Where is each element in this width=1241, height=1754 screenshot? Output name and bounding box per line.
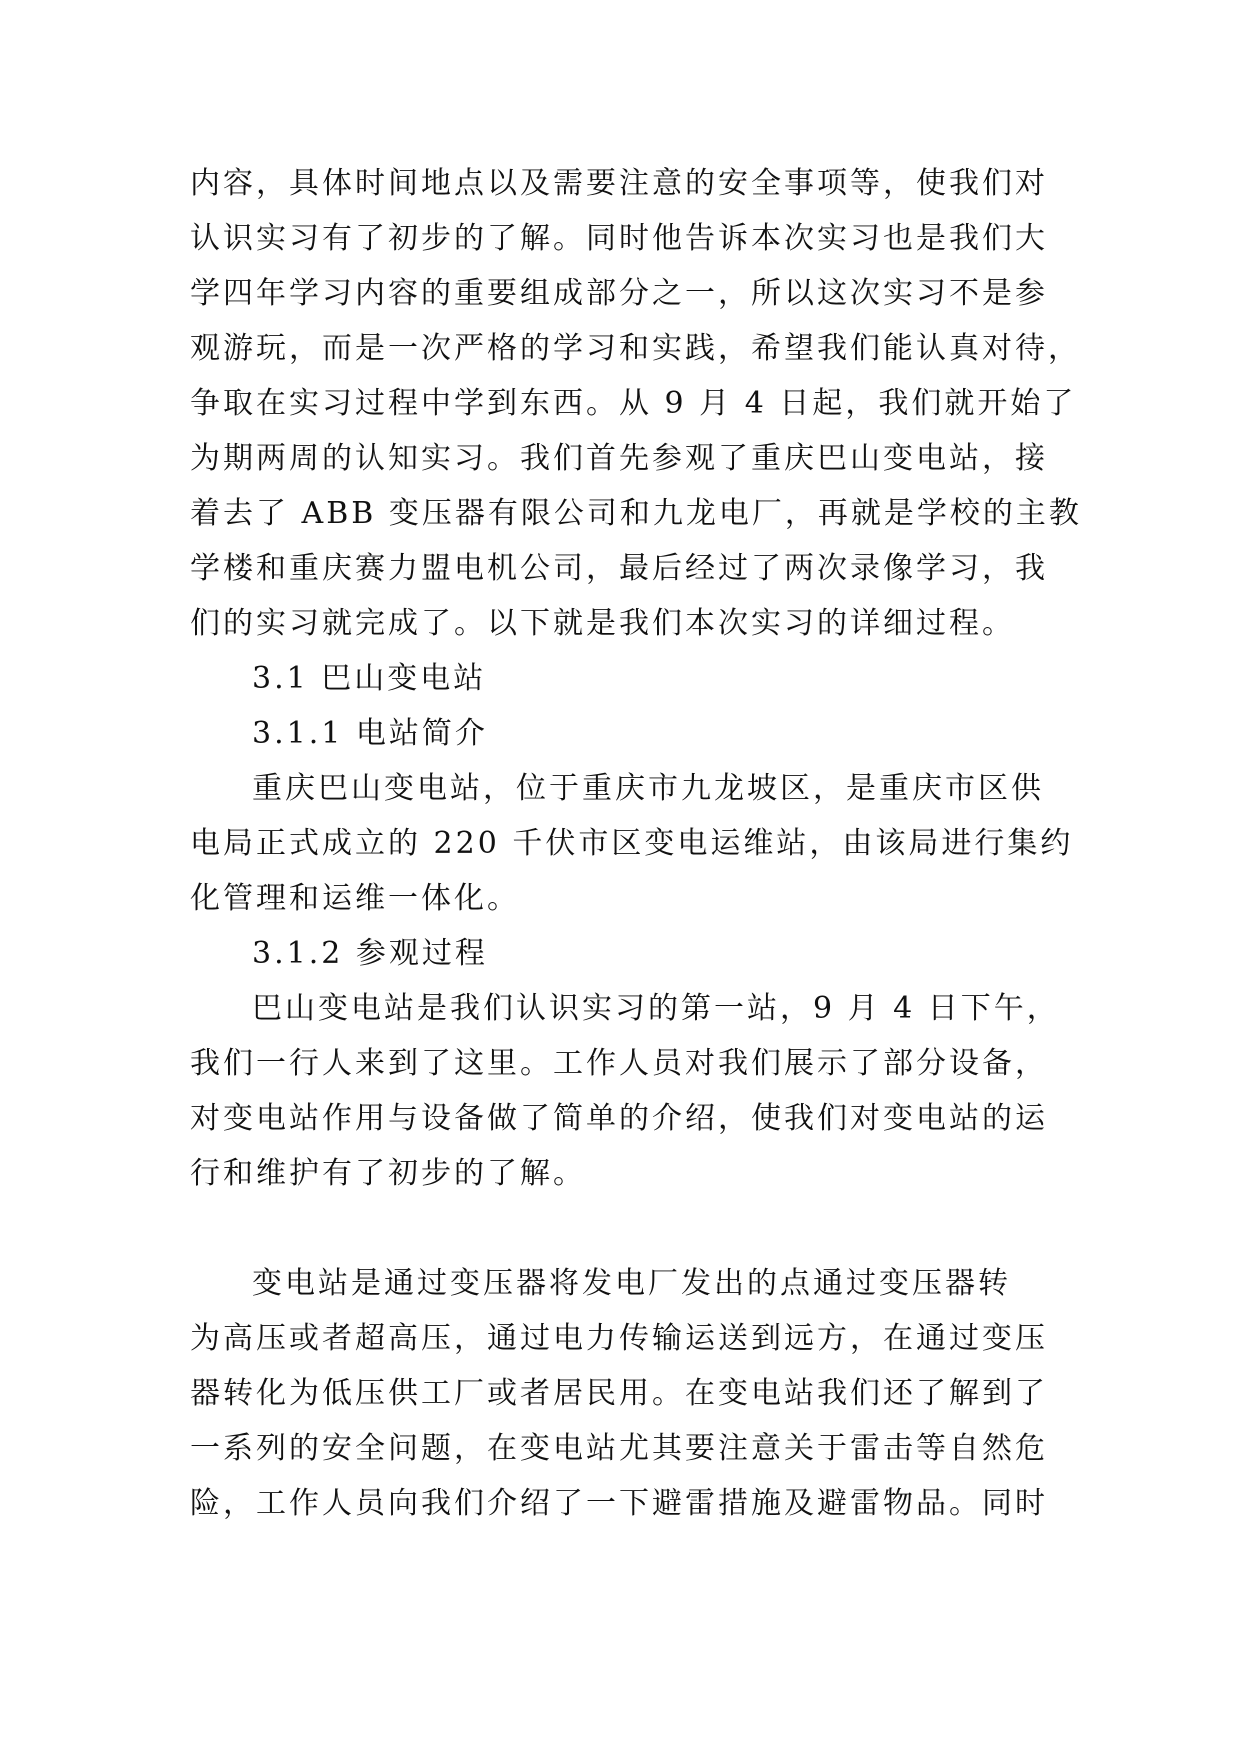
paragraph-line: 巴山变电站是我们认识实习的第一站，9 月 4 日下午，: [252, 991, 1060, 1026]
paragraph-line: 一系列的安全问题，在变电站尤其要注意关于雷击等自然危: [190, 1431, 1048, 1466]
paragraph-line: 重庆巴山变电站，位于重庆市九龙坡区，是重庆市区供: [252, 771, 1044, 806]
paragraph-line: 器转化为低压供工厂或者居民用。在变电站我们还了解到了: [190, 1376, 1048, 1411]
paragraph-line: 争取在实习过程中学到东西。从 9 月 4 日起，我们就开始了: [190, 386, 1077, 421]
paragraph-line: 电局正式成立的 220 千伏市区变电运维站，由该局进行集约: [190, 826, 1074, 861]
paragraph-line: 行和维护有了初步的了解。: [190, 1156, 586, 1191]
paragraph-line: 化管理和运维一体化。: [190, 881, 520, 916]
subsection-heading: 3.1.1 电站简介: [252, 716, 488, 751]
paragraph-line: 学楼和重庆赛力盟电机公司，最后经过了两次录像学习，我: [190, 551, 1048, 586]
paragraph-line: 对变电站作用与设备做了简单的介绍，使我们对变电站的运: [190, 1101, 1048, 1136]
paragraph-line: 学四年学习内容的重要组成部分之一，所以这次实习不是参: [190, 276, 1048, 311]
paragraph-line: 变电站是通过变压器将发电厂发出的点通过变压器转: [252, 1266, 1011, 1301]
subsection-heading: 3.1.2 参观过程: [252, 936, 488, 971]
paragraph-line: 我们一行人来到了这里。工作人员对我们展示了部分设备，: [190, 1046, 1048, 1081]
paragraph-line: 内容，具体时间地点以及需要注意的安全事项等，使我们对: [190, 166, 1048, 201]
paragraph-line: 为高压或者超高压，通过电力传输运送到远方，在通过变压: [190, 1321, 1048, 1356]
paragraph-line: 险，工作人员向我们介绍了一下避雷措施及避雷物品。同时: [190, 1486, 1048, 1521]
document-body: [190, 156, 1082, 1531]
paragraph-gap: [190, 1201, 1050, 1256]
paragraph-line: 们的实习就完成了。以下就是我们本次实习的详细过程。: [190, 606, 1015, 641]
paragraph-line: 为期两周的认知实习。我们首先参观了重庆巴山变电站，接: [190, 441, 1048, 476]
paragraph-line: 观游玩，而是一次严格的学习和实践，希望我们能认真对待，: [190, 331, 1081, 366]
paragraph-line: 着去了 ABB 变压器有限公司和九龙电厂，再就是学校的主教: [190, 496, 1082, 531]
paragraph-line: 认识实习有了初步的了解。同时他告诉本次实习也是我们大: [190, 221, 1048, 256]
section-heading: 3.1 巴山变电站: [252, 661, 487, 696]
